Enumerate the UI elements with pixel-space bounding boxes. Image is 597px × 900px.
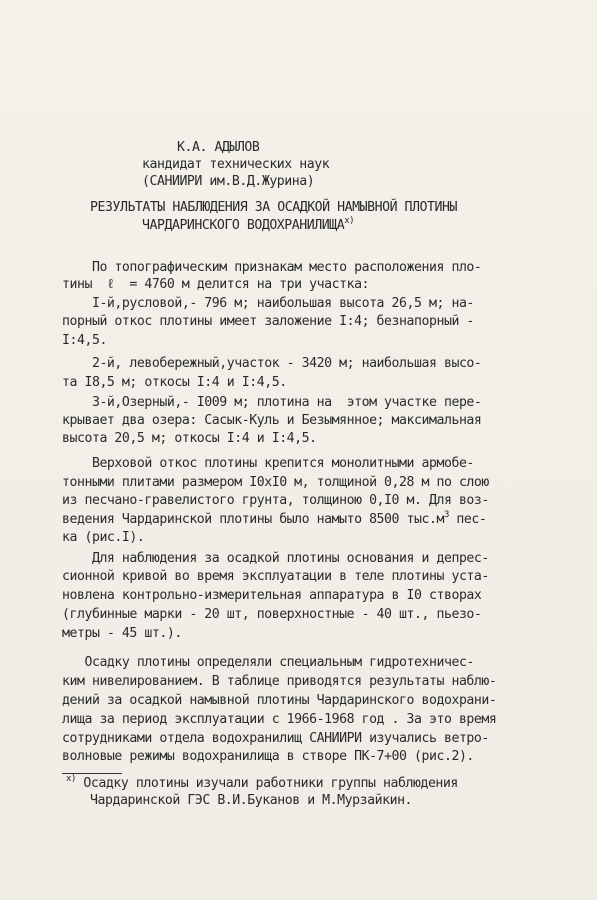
body-line-4: порный откос плотины имеет заложение I:4; безнапорный - [62, 314, 474, 329]
title-line-1: РЕЗУЛЬТАТЫ НАБЛЮДЕНИЯ ЗА ОСАДКОЙ НАМЫВНОЙ ПЛОТИНЫ [90, 200, 457, 215]
title-footnote-mark: x) [344, 216, 355, 226]
body-line-3: I-й,русловой,- 796 м; наибольшая высота 26,5 м; на- [62, 296, 474, 311]
author-name: К.А. АДЫЛОВ [177, 140, 260, 155]
body-line-14 [62, 512, 486, 529]
author-degree: кандидат технических наук [142, 157, 330, 172]
body-line-2: тины ℓ = 4760 м делится на три участка: [62, 277, 370, 292]
body-line-6: 2-й, левобережный,участок - 3420 м; наибольшая высо- [62, 356, 482, 371]
body-line-21: Осадку плотины определяли специальным гидротехничес- [62, 655, 474, 670]
footnote-line-1-text: Осадку плотины изучали работники группы наблюдения [75, 776, 458, 791]
author-affiliation: (САНИИРИ им.В.Д.Журина) [142, 174, 315, 189]
body-line-20: метры - 45 шт.). [62, 626, 182, 641]
body-line-16: Для наблюдения за осадкой плотины основания и депрес- [62, 551, 489, 566]
title-line-2-text: ЧАРДАРИНСКОГО ВОДОХРАНИЛИЩА [142, 218, 345, 233]
footnote-line-2: Чардаринской ГЭС В.И.Буканов и М.Мурзайкин. [90, 793, 413, 808]
footnote-mark: x) [66, 774, 76, 784]
cubic-superscript: 3 [443, 510, 449, 520]
body-line-14-text: ведения Чардаринской плотины было намыто 8500 тыс.м [62, 512, 444, 527]
body-line-13: из песчано-гравелистого грунта, толщиною 0,I0 м. Для воз- [62, 493, 489, 508]
title-line-2 [142, 218, 354, 235]
footnote-line-1 [66, 776, 458, 793]
body-line-26: волновые режимы водохранилища в створе ПК-7+00 (рис.2). [62, 749, 474, 764]
body-line-23: дений за осадкой намывной плотины Чардаринского водохрани- [62, 693, 497, 708]
body-line-24: лища за период эксплуатации с 1966-1968 год . За это время [62, 712, 497, 727]
body-line-11: Верховой откос плотины крепится монолитными армобе- [62, 456, 474, 471]
body-line-1: По топографическим признакам место расположения пло- [62, 260, 482, 275]
body-line-25: сотрудниками отдела водохранилищ САНИИРИ изучались ветро- [62, 731, 489, 746]
body-line-19: (глубинные марки - 20 шт, поверхностные - 40 шт., пьезо- [62, 607, 482, 622]
body-line-9: крывает два озера: Сасык-Куль и Безымянное; максимальная [62, 413, 482, 428]
body-line-5: I:4,5. [62, 333, 107, 348]
body-line-15: ка (рис.I). [62, 530, 145, 545]
body-line-22: ким нивелированием. В таблице приводятся результаты наблю- [62, 674, 497, 689]
body-line-17: сионной кривой во время эксплуатации в теле плотины уста- [62, 569, 489, 584]
body-line-8: 3-й,Озерный,- I009 м; плотина на этом участке пере- [62, 395, 482, 410]
body-line-7: та I8,5 м; откосы I:4 и I:4,5. [62, 375, 287, 390]
body-line-12: тонными плитами размером I0xI0 м, толщиной 0,28 м по слою [62, 475, 489, 490]
body-line-18: новлена контрольно-измерительная аппаратура в I0 створах [62, 588, 482, 603]
body-line-10: высота 20,5 м; откосы I:4 и I:4,5. [62, 431, 317, 446]
body-line-14-tail: пес- [448, 512, 487, 527]
